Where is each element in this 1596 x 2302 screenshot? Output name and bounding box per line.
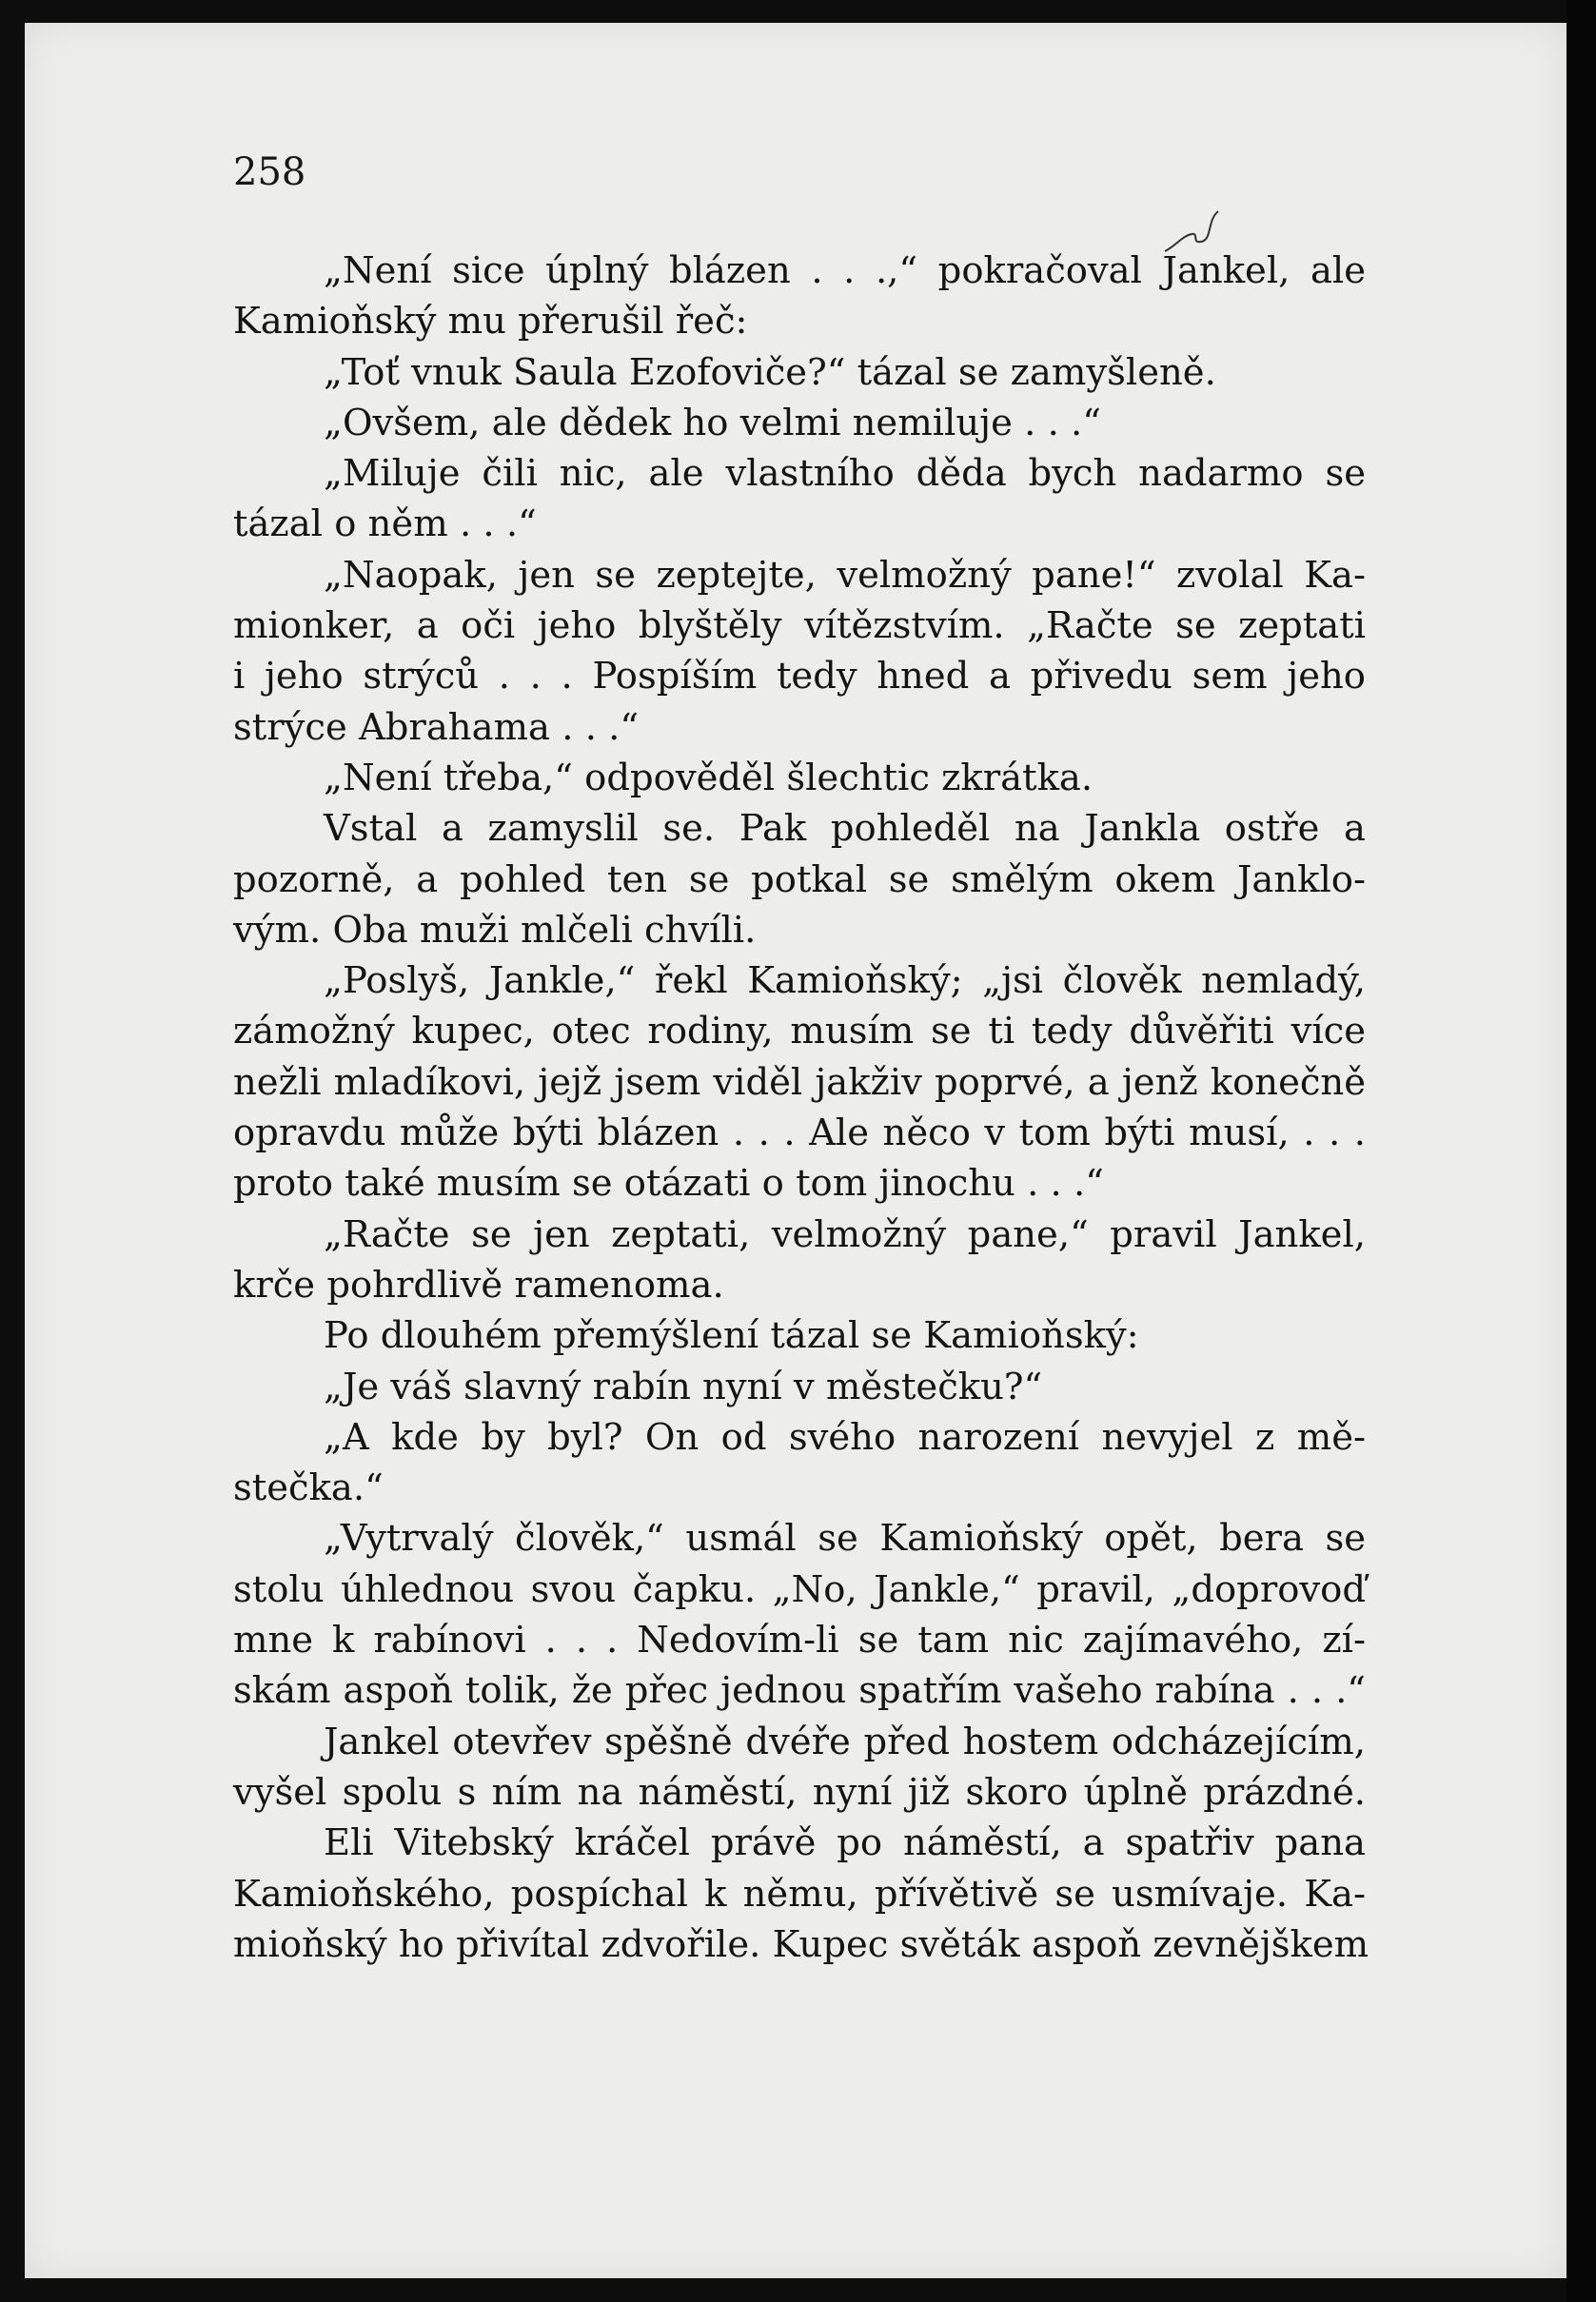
text-line: vým. Oba muži mlčeli chvíli. [233,908,757,952]
text-line: nežli mladíkovi, jejž jsem viděl jakživ poprvé, a jenž konečně [233,1060,1366,1104]
text-line: skám aspoň tolik, že přec jednou spatřím vašeho rabína . . .“ [233,1669,1366,1713]
text-line: stolu úhlednou svou čapku. „No, Jankle,“ pravil, „doprovoď [233,1567,1366,1611]
body-text [233,246,1369,1970]
text-line: stečka.“ [233,1466,384,1510]
scan-border [1566,0,1596,2302]
text-line: Kamioňský mu přerušil řeč: [233,300,748,344]
page-number: 258 [233,150,306,194]
text-line: Vstal a zamyslil se. Pak pohleděl na Jankla ostře a [324,807,1366,851]
text-line: opravdu může býti blázen . . . Ale něco v tom býti musí, . . . [233,1112,1366,1155]
text-line: zámožný kupec, otec rodiny, musím se ti tedy důvěřiti více [233,1010,1366,1053]
text-line: mioňský ho přivítal zdvořile. Kupec světák aspoň zevnějškem [233,1922,1369,1966]
text-line: tázal o něm . . .“ [233,502,537,546]
text-line: Kamioňského, pospíchal k němu, přívětivě se usmívaje. Ka- [233,1872,1366,1916]
text-line: „Je váš slavný rabín nyní v městečku?“ [324,1365,1043,1408]
text-line: „Toť vnuk Saula Ezofoviče?“ tázal se zamyšleně. [324,350,1216,394]
text-line: „A kde by byl? On od svého narození nevyjel z mě- [324,1415,1366,1459]
text-line: pozorně, a pohled ten se potkal se smělým okem Janklo- [233,857,1366,901]
text-line: proto také musím se otázati o tom jinochu . . .“ [233,1162,1104,1206]
text-line: „Miluje čili nic, ale vlastního děda bych nadarmo se [324,452,1366,496]
text-line: „Není třeba,“ odpověděl šlechtic zkrátka. [324,756,1094,799]
text-line: „Naopak, jen se zeptejte, velmožný pane!“ zvolal Ka- [324,553,1366,597]
text-line: „Poslyš, Jankle,“ řekl Kamioňský; „jsi člověk nemladý, [324,959,1366,1003]
text-line: „Vytrvalý člověk,“ usmál se Kamioňský opět, bera se [324,1517,1366,1561]
text-line: mionker, a oči jeho blyštěly vítězstvím. „Račte se zeptati [233,604,1366,648]
text-line: Po dlouhém přemýšlení tázal se Kamioňský: [324,1314,1139,1358]
text-line: strýce Abrahama . . .“ [233,705,640,749]
text-line: krče pohrdlivě ramenoma. [233,1263,724,1307]
text-line: „Není sice úplný blázen . . .,“ pokračoval Jankel, ale [324,249,1366,292]
text-line: „Račte se jen zeptati, velmožný pane,“ pravil Jankel, [324,1212,1366,1256]
text-line: „Ovšem, ale dědek ho velmi nemiluje . . .“ [324,401,1101,444]
text-line: Jankel otevřev spěšně dvéře před hostem odcházejícím, [324,1720,1366,1763]
text-line: vyšel spolu s ním na náměstí, nyní již skoro úplně prázdné. [233,1770,1366,1814]
text-line: Eli Vitebský kráčel právě po náměstí, a spatřiv pana [324,1821,1366,1865]
text-line: mne k rabínovi . . . Nedovím-li se tam nic zajímavého, zí- [233,1619,1366,1663]
text-line: i jeho strýců . . . Pospíším tedy hned a přivedu sem jeho [233,655,1366,698]
